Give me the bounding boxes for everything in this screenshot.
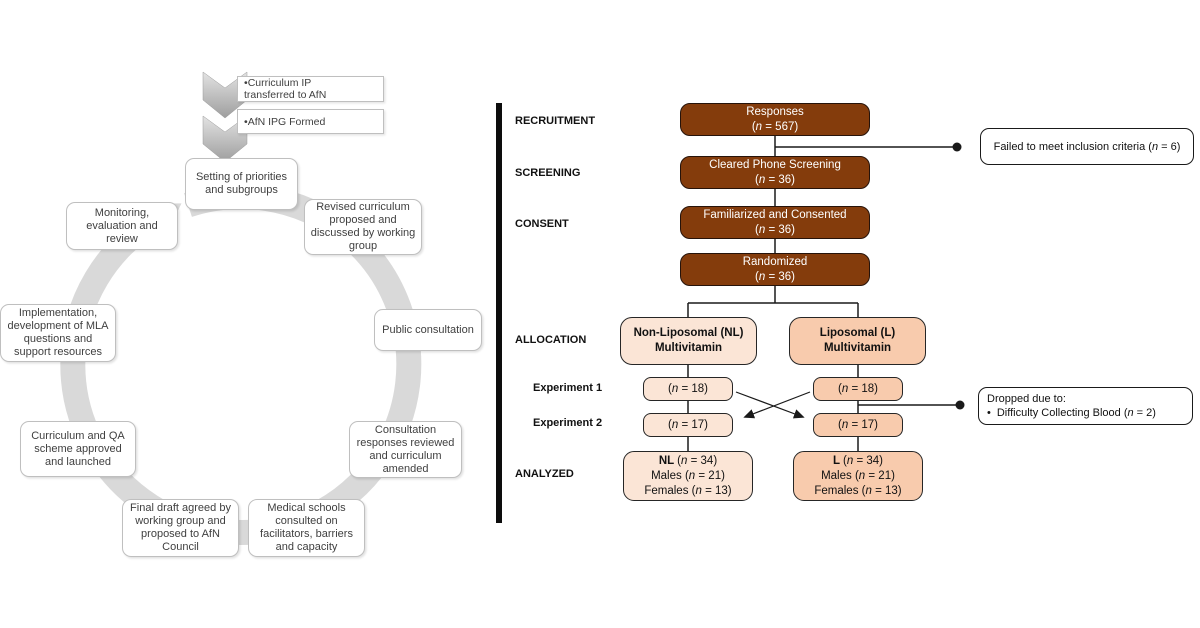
cycle-stage-final-draft: Final draft agreed by working group and proposed to AfN Council bbox=[122, 499, 239, 557]
group-label: NL bbox=[658, 454, 675, 467]
flow-box-l-experiment-1 bbox=[813, 377, 903, 401]
intro-label: Curriculum IP transferred to AfN bbox=[244, 77, 327, 101]
cycle-stage-implementation: Implementation, development of MLA questions and support resources bbox=[0, 304, 116, 362]
flow-box-randomized bbox=[680, 253, 870, 286]
box-title: Non-Liposomal (NL) bbox=[633, 327, 744, 339]
box-title: Randomized bbox=[742, 255, 808, 268]
flow-box-nl-experiment-2 bbox=[643, 413, 733, 437]
box-n: (n = 18) bbox=[838, 382, 878, 395]
flow-box-l-allocation bbox=[789, 317, 926, 365]
cycle-stage-revised-curriculum: Revised curriculum proposed and discussed by working group bbox=[304, 199, 422, 255]
bullet: • bbox=[987, 407, 991, 419]
intro-label: AfN IPG Formed bbox=[247, 115, 326, 128]
box-title: Responses bbox=[746, 105, 804, 118]
stage-label-analyzed: ANALYZED bbox=[515, 468, 574, 480]
box-line: Females (n = 13) bbox=[644, 484, 732, 497]
flow-box-familiarized-consented bbox=[680, 206, 870, 239]
flow-box-nl-experiment-1 bbox=[643, 377, 733, 401]
flow-box-cleared-screening bbox=[680, 156, 870, 189]
flow-box-dropped bbox=[978, 387, 1193, 425]
box-title: Liposomal (L) bbox=[819, 327, 896, 339]
connector-dots bbox=[953, 143, 965, 410]
box-n: (n = 17) bbox=[838, 418, 878, 431]
flow-box-l-analyzed bbox=[793, 451, 923, 501]
flow-box-nl-analyzed bbox=[623, 451, 753, 501]
box-title: Dropped due to: bbox=[987, 393, 1066, 405]
cycle-stage-qa-scheme: Curriculum and QA scheme approved and launched bbox=[20, 421, 136, 477]
intro-box-curriculum-ip bbox=[237, 76, 384, 102]
box-line: Females (n = 13) bbox=[814, 484, 902, 497]
box-line: Failed to meet inclusion criteria (n = 6) bbox=[993, 140, 1181, 153]
stage-label-consent: CONSENT bbox=[515, 218, 569, 230]
bullet: • bbox=[244, 115, 248, 128]
flow-box-failed-inclusion bbox=[980, 128, 1194, 165]
stage-axis-bar bbox=[496, 103, 502, 523]
stage-label-screening: SCREENING bbox=[515, 167, 581, 179]
box-title: Multivitamin bbox=[654, 342, 723, 354]
box-n: (n = 567) bbox=[751, 120, 799, 133]
flow-box-responses bbox=[680, 103, 870, 136]
box-title: Multivitamin bbox=[823, 342, 892, 354]
stage-label-experiment-2: Experiment 2 bbox=[533, 417, 603, 429]
cycle-stage-monitoring: Monitoring, evaluation and review bbox=[66, 202, 178, 250]
box-title: Familiarized and Consented bbox=[703, 208, 847, 221]
cycle-stage-medical-schools: Medical schools consulted on facilitators, barriers and capacity bbox=[248, 499, 365, 557]
box-n: (n = 36) bbox=[755, 270, 795, 283]
crossover-arrows bbox=[736, 392, 810, 417]
group-label: L bbox=[832, 454, 841, 467]
stage-label-recruitment: RECRUITMENT bbox=[515, 115, 596, 127]
box-n: (n = 36) bbox=[755, 173, 795, 186]
box-line: Difficulty Collecting Blood (n = 2) bbox=[996, 407, 1156, 419]
stage-label-allocation: ALLOCATION bbox=[515, 334, 587, 346]
cycle-stage-setting-priorities: Setting of priorities and subgroups bbox=[185, 158, 298, 210]
cycle-stage-consultation-responses: Consultation responses reviewed and curriculum amended bbox=[349, 421, 462, 478]
box-line: Males (n = 21) bbox=[651, 469, 725, 482]
stage-label-experiment-1: Experiment 1 bbox=[533, 382, 603, 394]
box-n: (n = 36) bbox=[755, 223, 795, 236]
cycle-stage-public-consultation: Public consultation bbox=[374, 309, 482, 351]
bullet: • bbox=[244, 77, 248, 89]
intro-box-afn-ipg bbox=[237, 109, 384, 134]
box-n: (n = 18) bbox=[668, 382, 708, 395]
box-title bbox=[833, 454, 883, 469]
box-title bbox=[659, 454, 717, 469]
box-n: (n = 34) bbox=[843, 454, 883, 467]
box-line: Males (n = 21) bbox=[821, 469, 895, 482]
flow-box-l-experiment-2 bbox=[813, 413, 903, 437]
box-n: (n = 34) bbox=[677, 454, 718, 467]
flow-box-nl-allocation bbox=[620, 317, 757, 365]
box-n: (n = 17) bbox=[668, 418, 708, 431]
box-title: Cleared Phone Screening bbox=[709, 158, 841, 171]
